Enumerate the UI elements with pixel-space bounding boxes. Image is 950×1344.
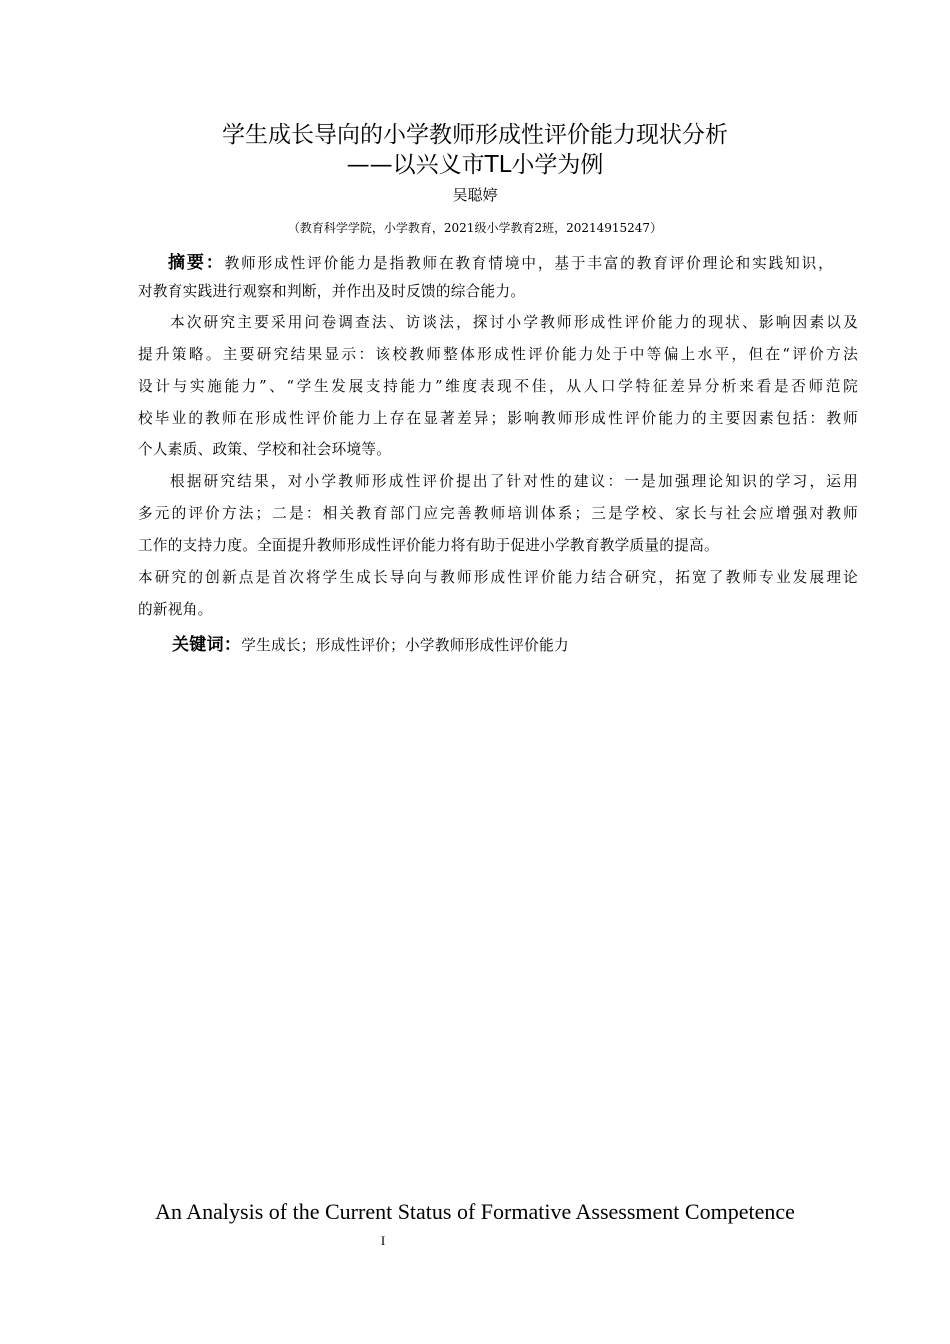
abstract-line: 个人素质、政策、学校和社会环境等。	[138, 441, 392, 458]
abstract-line: 的新视角。	[138, 601, 213, 618]
abstract-line: 教师形成性评价能力是指教师在教育情境中，基于丰富的教育评价理论和实践知识，	[224, 255, 833, 272]
abstract-first-line	[168, 248, 833, 273]
author: 吴聪婷	[452, 186, 498, 204]
english-title: An Analysis of the Current Status of Formative Assessment Competence	[155, 1199, 795, 1224]
affiliation: （教育科学学院，小学教育，2021级小学教育2班，20214915247）	[287, 221, 663, 235]
keywords-label: 关键词：	[172, 635, 242, 655]
keywords-line	[172, 630, 892, 655]
abstract-line: 本次研究主要采用问卷调查法、访谈法，探讨小学教师形成性评价能力的现状、影响因素以及	[170, 314, 858, 331]
abstract-line: 多元的评价方法；二是：相关教育部门应完善教师培训体系；三是学校、家长与社会应增强对教师	[138, 505, 858, 522]
title-line-1: 学生成长导向的小学教师形成性评价能力现状分析	[222, 122, 728, 148]
abstract-line: 本研究的创新点是首次将学生成长导向与教师形成性评价能力结合研究，拓宽了教师专业发展理论	[138, 569, 858, 586]
abstract-line: 设计与实施能力”、“学生发展支持能力”维度表现不佳，从人口学特征差异分析来看是否师范院	[138, 378, 858, 395]
abstract-line: 对教育实践进行观察和判断，并作出及时反馈的综合能力。	[138, 283, 526, 300]
abstract-label: 摘要：	[168, 253, 225, 273]
keywords: 学生成长；形成性评价；小学教师形成性评价能力	[241, 637, 569, 654]
abstract-line: 工作的支持力度。全面提升教师形成性评价能力将有助于促进小学教育教学质量的提高。	[138, 537, 719, 554]
abstract-line: 提升策略。主要研究结果显示：该校教师整体形成性评价能力处于中等偏上水平，但在“评价方法	[138, 346, 858, 363]
title-line-2: ——以兴义市TL小学为例	[346, 152, 604, 178]
page-number: I	[380, 1233, 386, 1248]
abstract-line: 根据研究结果，对小学教师形成性评价提出了针对性的建议：一是加强理论知识的学习，运用	[170, 473, 858, 490]
abstract-line: 校毕业的教师在形成性评价能力上存在显著差异；影响教师形成性评价能力的主要因素包括：教师	[138, 410, 858, 427]
